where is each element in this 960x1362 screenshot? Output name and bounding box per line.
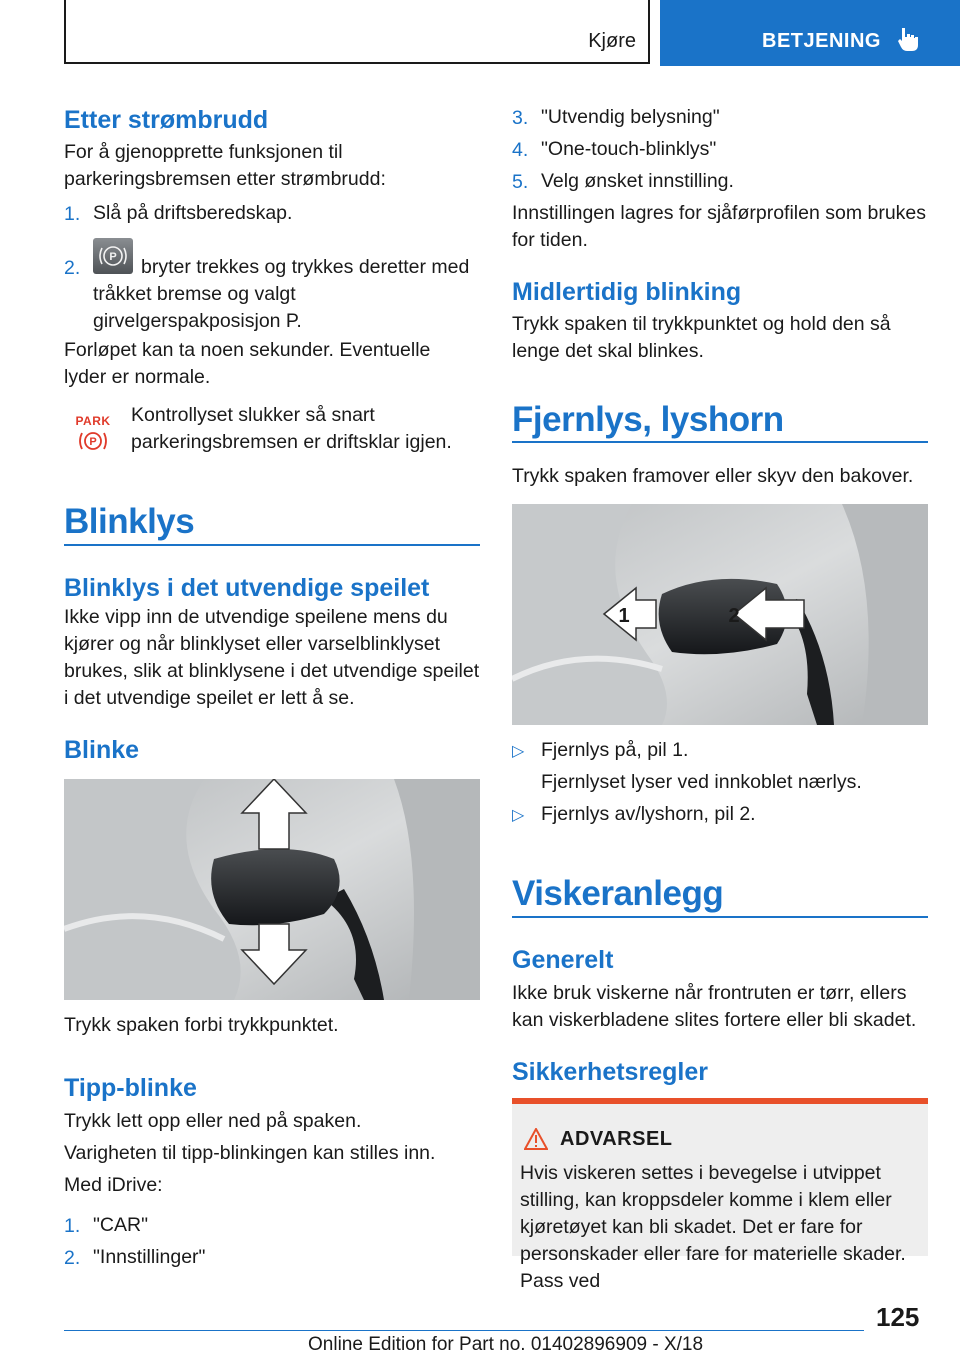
arrow-label-1: 1	[618, 605, 630, 627]
chapter-title-visker: Viskeranlegg	[512, 874, 724, 913]
stalk-push-pull-image	[512, 504, 928, 725]
menu-step-text: "CAR"	[93, 1214, 149, 1236]
warning-box	[512, 1098, 928, 1292]
warning-triangle-icon	[524, 1128, 548, 1150]
heading-blinke: Blinke	[64, 736, 140, 764]
menu-step-number: 3.	[512, 107, 529, 129]
heading-power-outage: Etter strømbrudd	[64, 106, 269, 134]
blinke-caption: Trykk spaken forbi trykkpunktet.	[64, 1014, 339, 1036]
section-title: BETJENING	[762, 30, 881, 52]
menu-step-number: 4.	[512, 139, 529, 161]
park-indicator-icon	[72, 414, 114, 454]
chapter-title-blinklys: Blinklys	[64, 502, 195, 541]
step-text: bryter trekkes og trykkes deretter med tråkket bremse og valgt girvelgerspakposisjon P.	[93, 256, 470, 332]
tipp-text: Med iDrive:	[64, 1174, 163, 1196]
fjernlys-text: Trykk spaken framover eller skyv den bakover.	[512, 465, 914, 487]
menu-step-text: "One-touch-blinklys"	[541, 138, 717, 160]
menu-step-number: 2.	[64, 1247, 81, 1269]
tipp-text: Varigheten til tipp-blinkingen kan stilles inn.	[64, 1142, 436, 1164]
park-indicator-label: PARK	[75, 414, 111, 428]
hand-pointer-icon	[896, 26, 922, 52]
bullet-text: Fjernlys av/lyshorn, pil 2.	[541, 803, 756, 825]
heading-temp-blinking: Midlertidig blinking	[512, 278, 742, 306]
menu-step-number: 1.	[64, 1215, 81, 1237]
menu-step-text: "Innstillinger"	[93, 1246, 206, 1268]
warning-text: Hvis viskeren settes i bevegelse i utvippet stilling, kan kroppsdeler komme i klem eller kjøretøyet kan bli skadet. Det er fare for personskader eller fare for materielle skader. Pass ved	[520, 1162, 906, 1292]
heading-sikkerhet: Sikkerhetsregler	[512, 1058, 708, 1086]
bullet-marker-icon: ▷	[512, 743, 525, 760]
bullet-subtext: Fjernlyset lyser ved innkoblet nærlys.	[541, 771, 862, 793]
step-text: Slå på driftsberedskap.	[93, 202, 293, 224]
menu-step-text: Velg ønsket innstilling.	[541, 170, 734, 192]
title-rule	[64, 544, 480, 546]
heading-tipp-blinke: Tipp-blinke	[64, 1074, 197, 1102]
heading-mirror-blinker: Blinklys i det utvendige speilet	[64, 574, 430, 602]
stalk-up-down-image	[64, 779, 480, 1000]
bullet-marker-icon: ▷	[512, 807, 525, 824]
arrow-label-2: 2	[728, 605, 740, 627]
heading-generelt: Generelt	[512, 946, 614, 974]
menu-step-number: 5.	[512, 171, 529, 193]
warning-title: ADVARSEL	[560, 1128, 673, 1150]
svg-text:P: P	[109, 251, 117, 263]
header-breadcrumb-box	[64, 0, 650, 64]
svg-text:P: P	[89, 436, 97, 448]
bullet-text: Fjernlys på, pil 1.	[541, 739, 689, 761]
page-number: 125	[876, 1302, 920, 1332]
title-rule	[512, 441, 928, 443]
header-section-tab[interactable]	[660, 0, 960, 66]
park-indicator-text: Kontrollyset slukker så snart parkeringsbremsen er driftsklar igjen.	[131, 404, 452, 453]
step-number: 2.	[64, 257, 81, 279]
step-number: 1.	[64, 203, 81, 225]
power-outage-note: Forløpet kan ta noen sekunder. Eventuelle lyder er normale.	[64, 339, 431, 388]
footer-rule	[64, 1330, 864, 1331]
tipp-text: Trykk lett opp eller ned på spaken.	[64, 1110, 362, 1132]
temp-blinking-text: Trykk spaken til trykkpunktet og hold den så lenge det skal blinkes.	[512, 313, 891, 362]
chapter-title-fjernlys: Fjernlys, lyshorn	[512, 400, 784, 439]
footer-edition[interactable]: Online Edition for Part no. 01402896909 - X/18	[308, 1334, 704, 1355]
title-rule	[512, 916, 928, 918]
power-outage-intro: For å gjenopprette funksjonen til parkeringsbremsen etter strømbrudd:	[64, 141, 386, 190]
breadcrumb-chapter[interactable]: Kjøre	[588, 30, 636, 52]
mirror-blinker-text: Ikke vipp inn de utvendige speilene mens du kjører og når blinklyset eller varselblinklyset brukes, slik at blinklysene i det utvendige speilet i det utvendige speilet er lett å se.	[64, 606, 480, 709]
saved-note: Innstillingen lagres for sjåførprofilen som brukes for tiden.	[512, 202, 927, 251]
menu-step-text: "Utvendig belysning"	[541, 106, 720, 128]
generelt-text: Ikke bruk viskerne når frontruten er tørr, ellers kan viskerbladene slites fortere eller bli skadet.	[512, 982, 917, 1031]
